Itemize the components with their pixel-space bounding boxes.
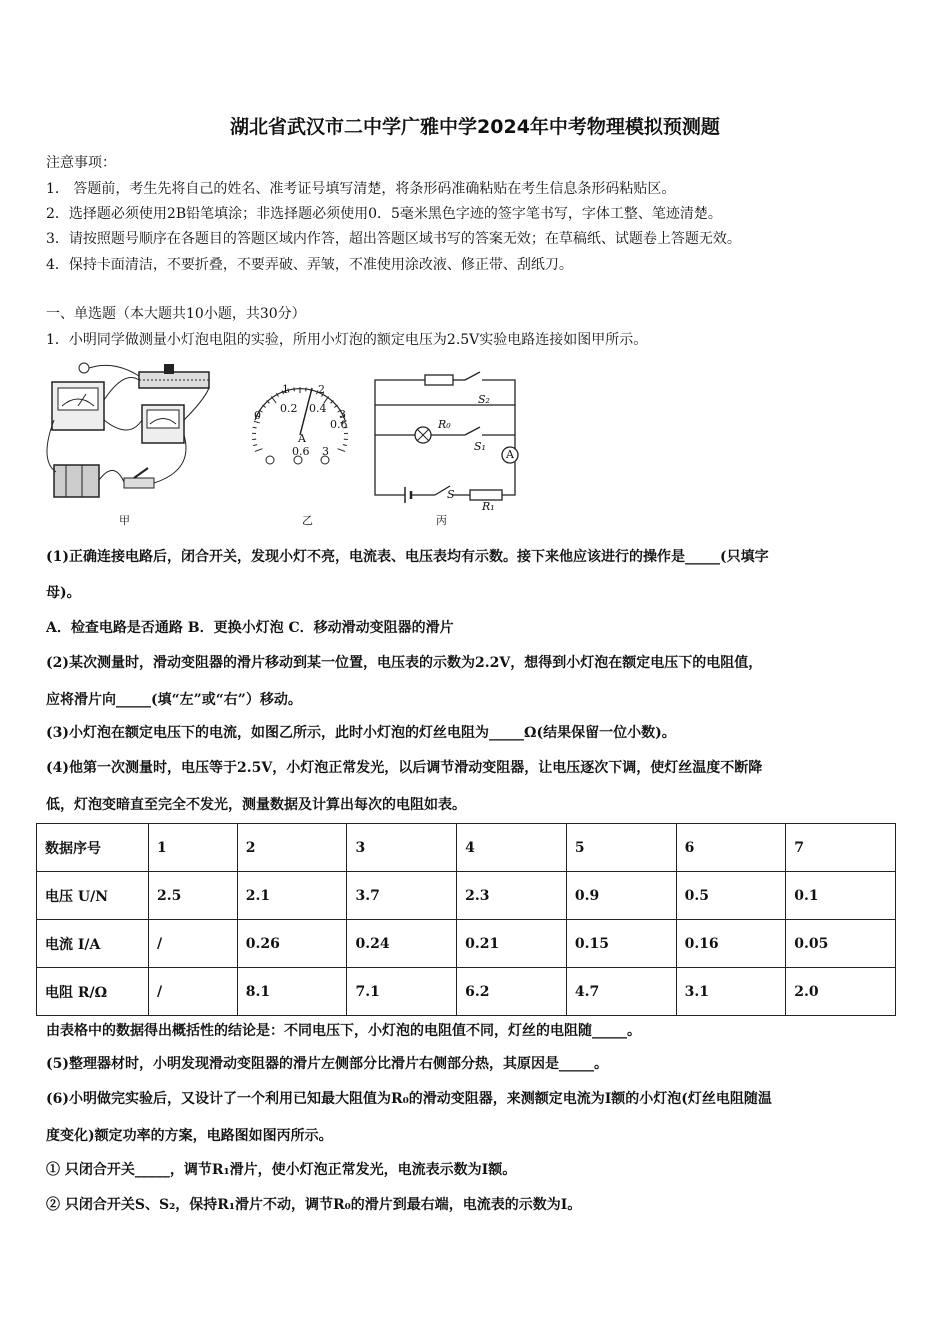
table-cell: 0.05 [786,920,896,968]
table-cell: 0.21 [457,920,567,968]
dial-label-3: 3 [339,408,346,421]
table-cell: 2.0 [786,968,896,1016]
dial-label-2: 2 [318,383,325,396]
table-cell: 2.5 [149,872,238,920]
table-row [37,968,896,1016]
label-s: S [447,488,455,501]
table-cell: 3 [347,824,457,872]
table-cell: 6 [676,824,786,872]
part-1-line-b: 母)。 [46,585,81,601]
part-2-line-b: 应将滑片向_____(填“左”或“右”）移动。 [46,692,302,708]
table-cell: 7.1 [347,968,457,1016]
notice-heading: 注意事项： [46,155,116,171]
table-cell: 4 [457,824,567,872]
table-cell: 0.1 [786,872,896,920]
part-1-options: A．检查电路是否通路 B．更换小灯泡 C．移动滑动变阻器的滑片 [46,620,454,636]
caption-jia: 甲 [119,514,130,527]
table-cell: 7 [786,824,896,872]
dial-tick [253,445,257,446]
table-cell: 3.1 [676,968,786,1016]
table-row [37,920,896,968]
table-cell: 2 [237,824,347,872]
part-1-line-a: (1)正确连接电路后，闭合开关，发现小灯不亮，电流表、电压表均有示数。接下来他应该进行的操作是_____(只填字 [46,549,769,565]
caption-yi: 乙 [302,514,313,527]
caption-bing: 丙 [436,514,447,527]
label-r1: R₁ [482,500,495,513]
table-cell: 2.1 [237,872,347,920]
table-cell: 8.1 [237,968,347,1016]
dial-label-0-2: 0.2 [280,402,298,415]
terminal-3: 3 [322,445,329,458]
table-cell: / [149,968,238,1016]
dial-tick [343,445,347,446]
question-1-stem: 1．小明同学做测量小灯泡电阻的实验，所用小灯泡的额定电压为2.5V实验电路连接如图甲所示。 [46,332,648,348]
table-cell: 电压 U/N [37,872,149,920]
part-4-conclusion: 由表格中的数据得出概括性的结论是：不同电压下，小灯泡的电阻值不同，灯丝的电阻随_____。 [46,1023,641,1039]
label-ammeter: A [506,448,514,461]
dial-label-1: 1 [282,383,289,396]
part-4-line-a: (4)他第一次测量时，电压等于2.5V，小灯泡正常发光，以后调节滑动变阻器，让电压逐次下调，使灯丝温度不断降 [46,760,763,776]
label-r0: R₀ [438,418,451,431]
table-cell: 6.2 [457,968,567,1016]
part-6-line-a: (6)小明做完实验后，又设计了一个利用已知最大阻值为R₀的滑动变阻器，来测额定电流为I额的小灯泡(灯丝电阻随温 [46,1091,772,1107]
table-cell: 0.16 [676,920,786,968]
table-cell: 3.7 [347,872,457,920]
page-title: 湖北省武汉市二中学广雅中学2024年中考物理模拟预测题 [230,116,720,138]
table-cell: 0.24 [347,920,457,968]
notice-item-4: 4．保持卡面清洁，不要折叠，不要弄破、弄皱，不准使用涂改液、修正带、刮纸刀。 [46,257,573,273]
table-cell: 1 [149,824,238,872]
part-6-step-2: ② 只闭合开关S、S₂，保持R₁滑片不动，调节R₀的滑片到最右端，电流表的示数为I。 [46,1197,582,1213]
dial-label-0: 0 [254,409,261,422]
part-5: (5)整理器材时，小明发现滑动变阻器的滑片左侧部分比滑片右侧部分热，其原因是_____。 [46,1056,608,1072]
dial-tick [306,387,307,391]
table-cell: 0.9 [566,872,676,920]
table-cell: 电流 I/A [37,920,149,968]
table-row [37,872,896,920]
dial-tick [294,387,295,391]
part-4-line-b: 低，灯泡变暗直至完全不发光，测量数据及计算出每次的电阻如表。 [46,797,466,813]
table-cell: 0.5 [676,872,786,920]
dial-unit-a: A [298,432,306,445]
table-cell: 电阻 R/Ω [37,968,149,1016]
terminal-0-6: 0.6 [292,445,310,458]
label-s1: S₁ [474,440,486,453]
part-6-line-b: 度变化)额定功率的方案，电路图如图丙所示。 [46,1128,333,1144]
apparatus-figure [44,360,219,530]
label-s2: S₂ [478,393,490,406]
table-row [37,824,896,872]
part-6-step-1: ① 只闭合开关_____，调节R₁滑片，使小灯泡正常发光，电流表示数为I额。 [46,1162,517,1178]
measurement-table [36,823,896,1016]
table-cell: 2.3 [457,872,567,920]
table-cell: 0.15 [566,920,676,968]
dial-tick [255,449,263,452]
notice-item-3: 3．请按照题号顺序在各题目的答题区域内作答，超出答题区域书写的答案无效；在草稿纸、试题卷上答题无效。 [46,231,741,247]
dial-tick [253,427,257,428]
dial-tick [338,449,346,452]
section-heading: 一、单选题（本大题共10小题，共30分） [46,306,306,322]
part-3: (3)小灯泡在额定电压下的电流，如图乙所示，此时小灯泡的灯丝电阻为_____Ω(结果保留一位小数)。 [46,725,676,741]
notice-item-2: 2．选择题必须使用2B铅笔填涂；非选择题必须使用0．5毫米黑色字迹的签字笔书写，字体工整、笔迹清楚。 [46,206,722,222]
notice-item-1: 1． 答题前，考生先将自己的姓名、准考证号填写清楚，将条形码准确粘贴在考生信息条形码粘贴区。 [46,181,676,197]
table-cell: / [149,920,238,968]
table-cell: 4.7 [566,968,676,1016]
table-cell: 数据序号 [37,824,149,872]
dial-label-0-6: 0.6 [330,418,348,431]
part-2-line-a: (2)某次测量时，滑动变阻器的滑片移动到某一位置，电压表的示数为2.2V，想得到小灯泡在额定电压下的电阻值， [46,655,763,671]
table-cell: 5 [566,824,676,872]
table-cell: 0.26 [237,920,347,968]
dial-label-0-4: 0.4 [309,402,327,415]
dial-tick [271,396,276,402]
